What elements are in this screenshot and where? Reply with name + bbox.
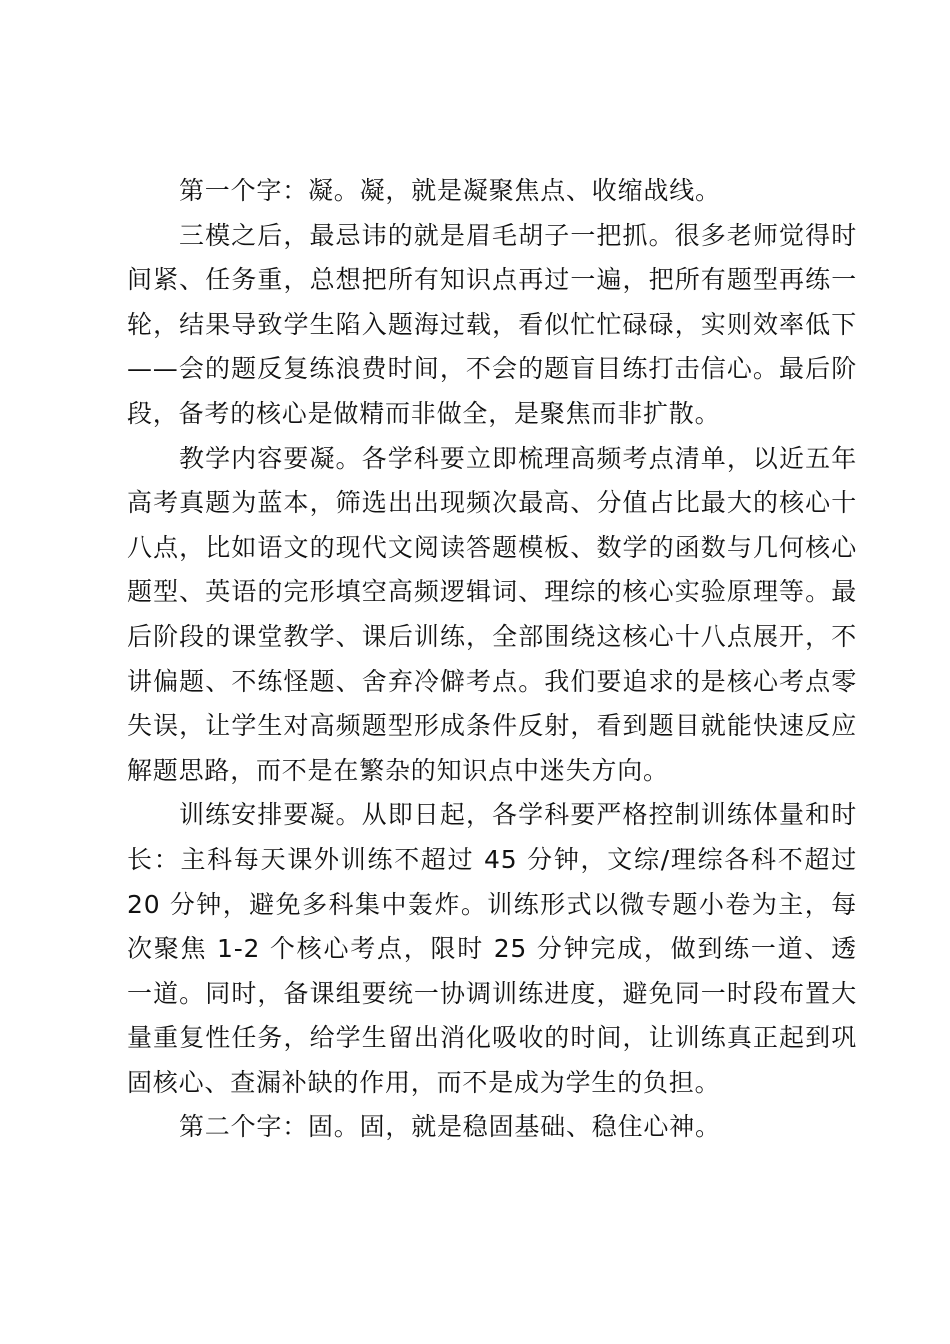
paragraph-training-arrangement: 训练安排要凝。从即日起，各学科要严格控制训练体量和时长：主科每天课外训练不超过 45 分钟，文综/理综各科不超过 20 分钟，避免多科集中轰炸。训练形式以微专题小卷为主，每次聚焦 1-2 个核心考点，限时 25 分钟完成，做到练一道、透一道。同时，备课组要统一协调训练进度，避免同一时段布置大量重复性任务，给学生留出消化吸收的时间，让训练真正起到巩固核心、查漏补缺的作用，而不是成为学生的负担。 (127, 800, 857, 1097)
document-body (127, 169, 857, 1150)
paragraph-teaching-content: 教学内容要凝。各学科要立即梳理高频考点清单，以近五年高考真题为蓝本，筛选出出现频次最高、分值占比最大的核心十八点，比如语文的现代文阅读答题模板、数学的函数与几何核心题型、英语的完形填空高频逻辑词、理综的核心实验原理等。最后阶段的课堂教学、课后训练，全部围绕这核心十八点展开，不讲偏题、不练怪题、舍弃冷僻考点。我们要追求的是核心考点零失误，让学生对高频题型形成条件反射，看到题目就能快速反应解题思路，而不是在繁杂的知识点中迷失方向。 (127, 443, 857, 785)
paragraph-after-third-mock: 三模之后，最忌讳的就是眉毛胡子一把抓。很多老师觉得时间紧、任务重，总想把所有知识点再过一遍，把所有题型再练一轮，结果导致学生陷入题海过载，看似忙忙碌碌，实则效率低下——会的题反复练浪费时间，不会的题盲目练打击信心。最后阶段，备考的核心是做精而非做全，是聚焦而非扩散。 (127, 220, 857, 428)
paragraph-heading-gu: 第二个字：固。固，就是稳固基础、稳住心神。 (179, 1112, 721, 1142)
paragraph-heading-ning: 第一个字：凝。凝，就是凝聚焦点、收缩战线。 (179, 176, 721, 205)
